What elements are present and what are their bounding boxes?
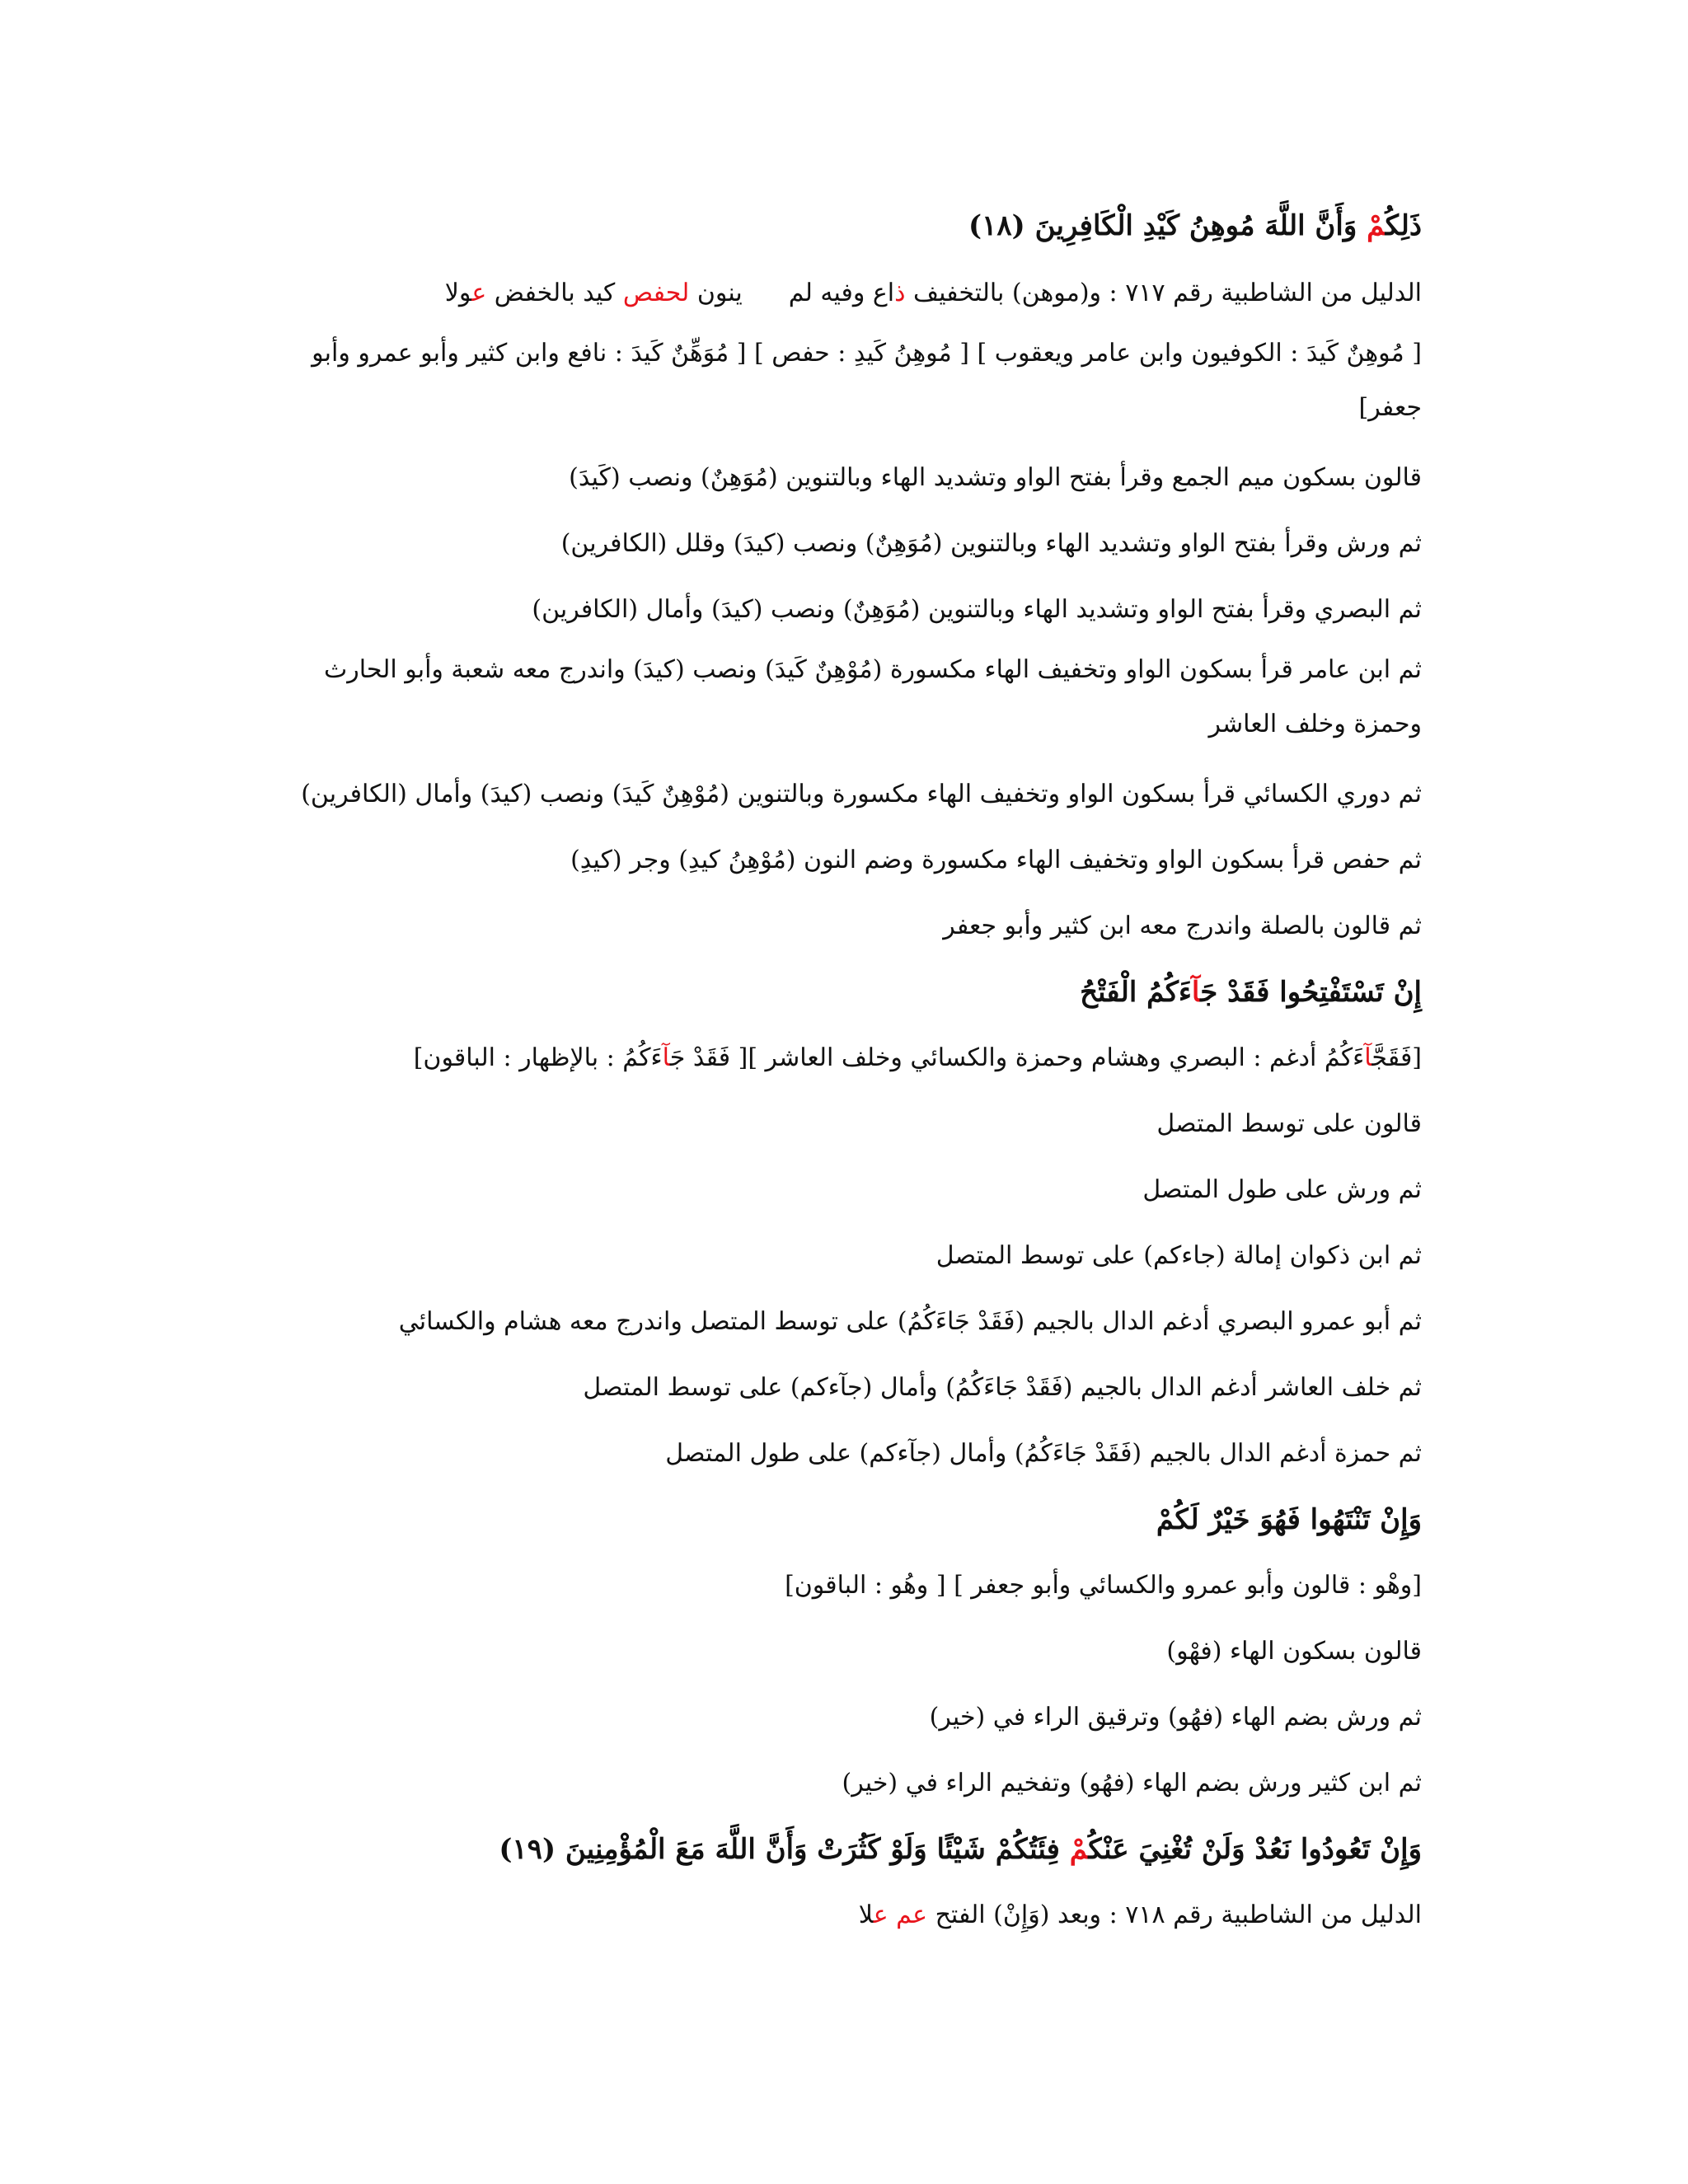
highlight-segment: ع	[471, 279, 487, 307]
highlight-segment: مْ	[1069, 1833, 1089, 1866]
highlight-segment: آ	[662, 1043, 670, 1072]
text-segment: ينون	[689, 279, 743, 307]
text-segment: إِنْ تَسْتَفْتِحُوا فَقَدْ جَ	[1200, 976, 1422, 1009]
text-segment: الدليل من الشاطبية رقم ٧١٨ : وبعد (وَإِنْ) الفتح	[927, 1900, 1422, 1929]
verse-line	[264, 959, 1422, 1025]
verse-line	[264, 1487, 1422, 1553]
verse-line	[264, 191, 1422, 260]
text-segment: وَإِنْ تَنْتَهُوا فَهُوَ خَيْرٌ لَكُمْ	[1156, 1503, 1422, 1536]
text-segment: ءَكُمُ أدغم : البصري وهشام وحمزة والكسائي وخلف العاشر ][ فَقَدْ جَ	[669, 1043, 1365, 1072]
text-segment: لا	[858, 1900, 874, 1929]
text-line	[264, 260, 1422, 326]
highlight-segment: لحفص	[622, 279, 690, 307]
text-segment: فِئَتُكُمْ شَيْئًا وَلَوْ كَثُرَتْ وَأَنَّ اللَّهَ مَعَ الْمُؤْمِنِينَ (١٩)	[499, 1833, 1070, 1866]
highlight-segment: ذ	[894, 279, 906, 307]
text-segment: كيد بالخفض	[486, 279, 623, 307]
text-segment: [ مُوهِنٌ كَيدَ : الكوفيون وابن عامر ويعقوب ] [ مُوهِنُ كَيدِ : حفص ] [ مُوَهِّنٌ كَيدَ : نافع وابن كثير وأبو عمرو وأبو جعفر]	[312, 339, 1422, 422]
text-line	[264, 1025, 1422, 1091]
text-segment: ثم ورش على طول المتصل	[1142, 1175, 1422, 1204]
highlight-segment: آ	[1364, 1043, 1372, 1072]
text-line	[264, 1223, 1422, 1289]
text-line	[264, 762, 1422, 827]
text-line	[264, 577, 1422, 643]
text-line	[264, 1421, 1422, 1487]
text-line	[264, 1157, 1422, 1223]
text-segment: قالون بسكون ميم الجمع وقرأ بفتح الواو وتشديد الهاء وبالتنوين (مُوَهِنٌ) ونصب (كَيدَ)	[569, 463, 1422, 492]
text-line	[264, 445, 1422, 511]
text-segment: ءَكُمُ الْفَتْحُ	[1080, 976, 1192, 1009]
text-segment: ثم خلف العاشر أدغم الدال بالجيم (فَقَدْ جَاءَكُمُ) وأمال (جآءكم) على توسط المتصل	[583, 1373, 1422, 1402]
text-segment: وَأَنَّ اللَّهَ مُوهِنُ كَيْدِ الْكَافِرِينَ (١٨)	[968, 209, 1367, 242]
text-segment: ءَكُمُ : بالإظهار : الباقون]	[413, 1043, 663, 1072]
text-segment: ثم ابن ذكوان إمالة (جاءكم) على توسط المتصل	[935, 1241, 1422, 1270]
document-page	[264, 191, 1422, 1948]
text-segment: ثم أبو عمرو البصري أدغم الدال بالجيم (فَقَدْ جَاءَكُمُ) على توسط المتصل واندرج معه هشام والكسائي	[398, 1307, 1422, 1336]
verse-line	[264, 1816, 1422, 1882]
text-segment: ثم ورش بضم الهاء (فهُو) وترقيق الراء في (خير)	[929, 1703, 1422, 1732]
text-line	[264, 511, 1422, 577]
highlight-segment: عم	[896, 1900, 928, 1929]
text-segment: قالون بسكون الهاء (فهْو)	[1166, 1637, 1422, 1666]
text-segment: اع وفيه لم	[788, 279, 895, 307]
text-segment: [وهْو : قالون وأبو عمرو والكسائي وأبو جعفر ] [ وهُو : الباقون]	[785, 1571, 1422, 1600]
text-line	[264, 827, 1422, 893]
text-segment: [فَقَجَّ	[1372, 1043, 1422, 1072]
text-segment: ولا	[444, 279, 472, 307]
text-line	[264, 1289, 1422, 1355]
text-segment: ثم البصري وقرأ بفتح الواو وتشديد الهاء وبالتنوين (مُوَهِنٌ) ونصب (كيدَ) وأمال (الكافرين)	[532, 595, 1422, 624]
text-line	[264, 1750, 1422, 1816]
text-segment: ثم حفص قرأ بسكون الواو وتخفيف الهاء مكسورة وضم النون (مُوْهِنُ كيدِ) وجر (كيدِ)	[570, 846, 1422, 874]
highlight-segment: آ	[1191, 976, 1201, 1009]
text-segment: وَإِنْ تَعُودُوا نَعُدْ وَلَنْ تُغْنِيَ عَنْكُ	[1088, 1833, 1422, 1866]
text-segment: ثم قالون بالصلة واندرج معه ابن كثير وأبو جعفر	[943, 912, 1422, 940]
text-line	[264, 326, 1422, 435]
text-line	[264, 1882, 1422, 1948]
text-line	[264, 893, 1422, 959]
text-segment: ثم ابن كثير ورش بضم الهاء (فهُو) وتفخيم الراء في (خير)	[842, 1769, 1422, 1797]
text-line	[264, 643, 1422, 752]
text-line	[264, 1355, 1422, 1421]
text-segment: الدليل من الشاطبية رقم ٧١٧ : و(موهن) بالتخفيف	[905, 279, 1422, 307]
text-line	[264, 1553, 1422, 1619]
text-segment: ثم ابن عامر قرأ بسكون الواو وتخفيف الهاء مكسورة (مُوْهِنٌ كَيدَ) ونصب (كيدَ) واندرج معه شعبة وأبو الحارث وحمزة وخلف العاشر	[323, 655, 1422, 738]
text-segment	[889, 1900, 897, 1929]
text-segment: قالون على توسط المتصل	[1156, 1109, 1422, 1138]
text-line	[264, 1685, 1422, 1750]
text-segment: ثم حمزة أدغم الدال بالجيم (فَقَدْ جَاءَكُمُ) وأمال (جآءكم) على طول المتصل	[665, 1439, 1422, 1468]
text-line	[264, 1619, 1422, 1685]
text-segment: ثم دوري الكسائي قرأ بسكون الواو وتخفيف الهاء مكسورة وبالتنوين (مُوْهِنٌ كَيدَ) ونصب (كيدَ) وأمال (الكافرين)	[301, 780, 1422, 808]
highlight-segment: مْ	[1367, 209, 1386, 242]
text-line	[264, 1091, 1422, 1157]
text-segment: ثم ورش وقرأ بفتح الواو وتشديد الهاء وبالتنوين (مُوَهِنٌ) ونصب (كيدَ) وقلل (الكافرين)	[560, 529, 1422, 558]
text-segment: ذَلِكُ	[1385, 209, 1422, 242]
highlight-segment: ع	[873, 1900, 889, 1929]
